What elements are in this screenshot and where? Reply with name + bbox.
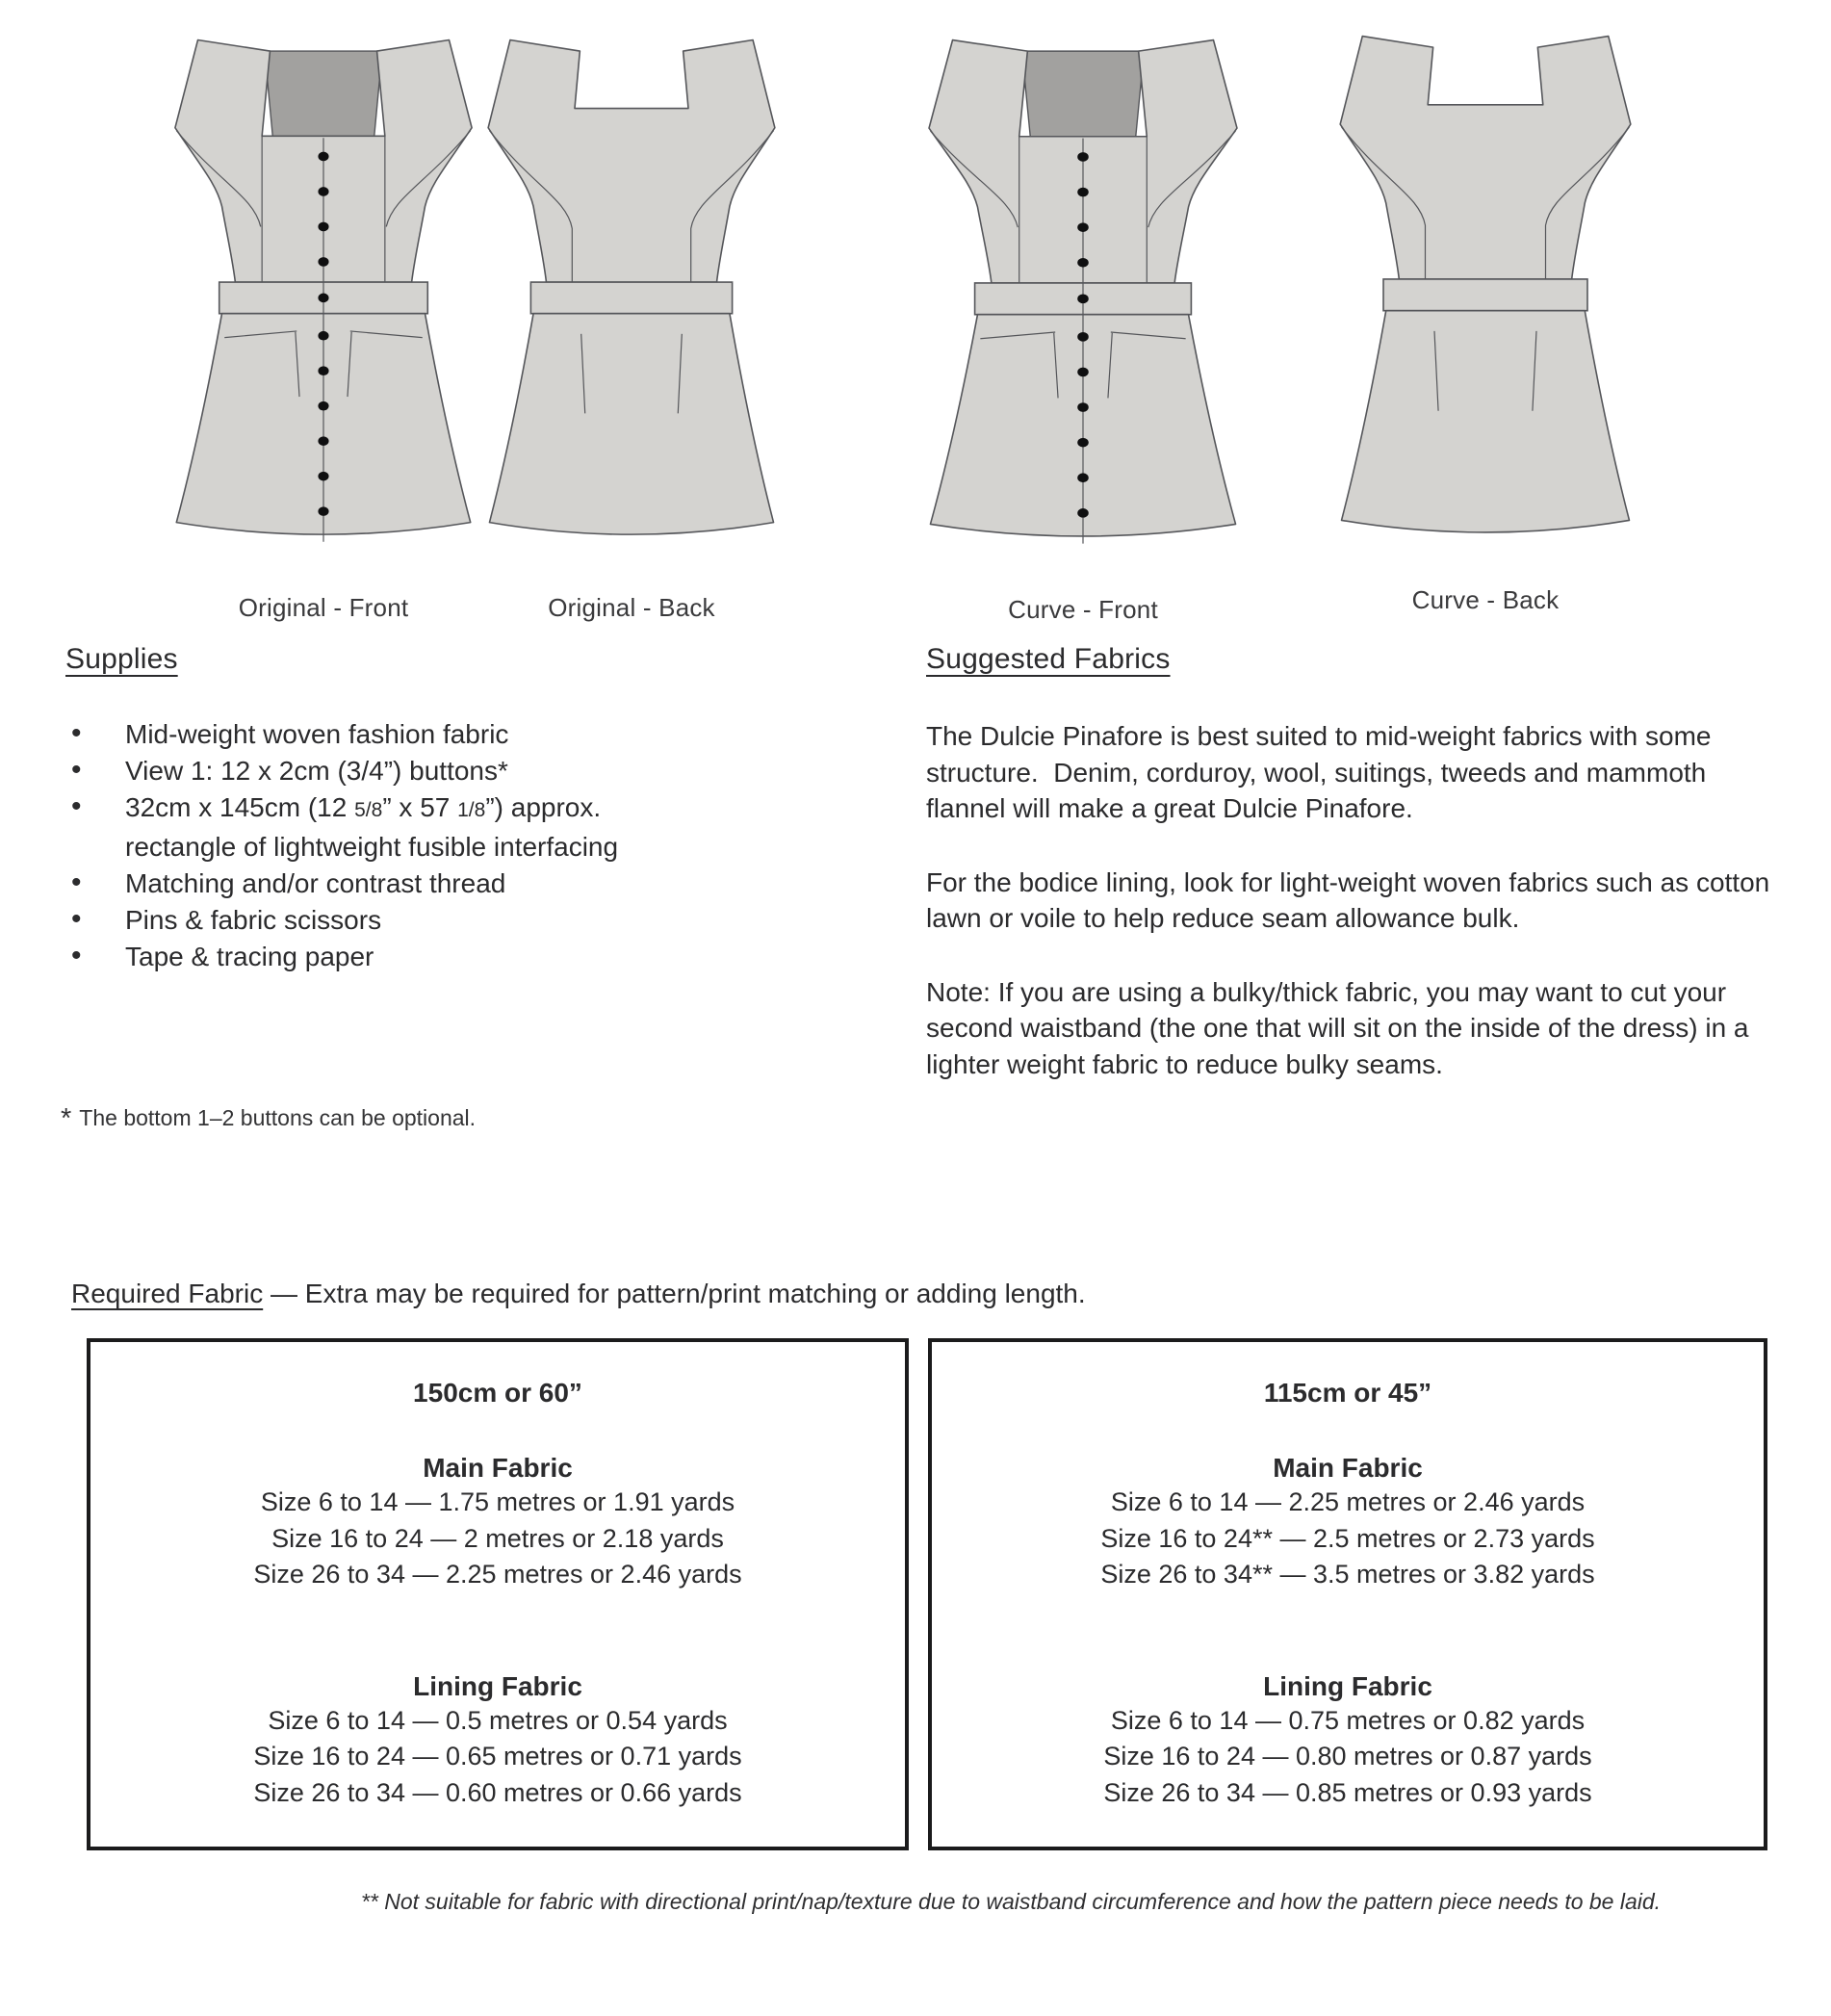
illustration-curve-back [1263,25,1708,615]
fabric-requirement-row: Size 6 to 14 — 1.75 metres or 1.91 yards [260,1487,735,1516]
dress-back-sketch [1263,25,1708,582]
figure-caption: Original - Back [548,593,715,622]
suggested-fabrics-paragraph: For the bodice lining, look for light-weight woven fabrics such as cotton lawn or voile to help reduce seam allowance bulk. [926,866,1778,933]
fabric-requirement-row: Size 16 to 24 — 0.65 metres or 0.71 yards [253,1742,742,1770]
fabric-section-title: Main Fabric [1273,1453,1423,1483]
fabric-requirement-row: Size 6 to 14 — 2.25 metres or 2.46 yards [1110,1487,1586,1516]
supply-item: • Tape & tracing paper [65,939,701,975]
supplies-footnote [61,1103,476,1135]
suggested-fabrics-paragraphs [926,718,1777,1082]
supply-item: • Pins & fabric scissors [65,902,701,939]
dress-back-sketch [412,29,851,583]
supply-item: • View 1: 12 x 2cm (3/4”) buttons* [65,753,701,789]
asterisk-marker: * [61,1103,72,1134]
suggested-fabrics-section [926,643,1777,1120]
fabric-requirement-row: Size 26 to 34 — 0.60 metres or 0.66 yards [253,1777,742,1807]
illustration-curve-front [847,29,1319,625]
suggested-fabrics-heading: Suggested Fabrics [926,643,1171,675]
figure-caption: Curve - Back [1411,585,1560,614]
suggested-fabrics-paragraph: Note: If you are using a bulky/thick fabric, you may want to cut your second waistband (the one that will sit on the inside of the dress) in a lighter weight fabric to reduce bulky seams. [926,976,1757,1079]
fabric-section-title: Main Fabric [423,1453,573,1483]
required-fabric-table-115cm [928,1338,1767,1850]
fabric-table-section [932,1670,1764,1812]
fabric-requirement-row: Size 6 to 14 — 0.5 metres or 0.54 yards [268,1705,728,1735]
fabric-requirement-row: Size 6 to 14 — 0.75 metres or 0.82 yards [1110,1705,1586,1735]
supplies-heading: Supplies [65,643,178,675]
supply-item: • Matching and/or contrast thread [65,866,701,902]
suggested-fabrics-paragraph: The Dulcie Pinafore is best suited to mid-weight fabrics with some structure. Denim, corduroy, wool, suitings, tweeds and mammoth flannel will make a great Dulcie Pinafore. [926,721,1719,823]
supplies-footnote-text: The bottom 1–2 buttons can be optional. [79,1105,477,1130]
fabric-width-label: 150cm or 60” [413,1378,582,1408]
supplies-list [65,716,701,975]
fabric-requirement-row: Size 26 to 34 — 2.25 metres or 2.46 yards [253,1560,742,1589]
fabric-requirement-row: Size 26 to 34** — 3.5 metres or 3.82 yards [1100,1560,1595,1589]
required-fabric-table-150cm [87,1338,909,1850]
fabric-section-title: Lining Fabric [413,1670,582,1701]
fabric-requirement-row: Size 26 to 34 — 0.85 metres or 0.93 yards [1103,1777,1592,1807]
fabric-table-section [90,1670,905,1812]
required-fabric-heading-underlined: Required Fabric [71,1279,264,1308]
fabric-width-label: 115cm or 45” [1263,1378,1432,1408]
fabric-requirement-row: Size 16 to 24** — 2.5 metres or 2.73 yards [1100,1523,1595,1553]
figure-caption: Original - Front [238,593,409,622]
fabric-table-section [90,1452,905,1593]
required-fabric-heading [71,1279,1086,1309]
dress-front-sketch [847,29,1319,585]
fabric-table-section [932,1452,1764,1593]
supply-item: • 32cm x 145cm (12 5/8” x 57 1/8”) approx. rectangle of lightweight fusible interfacing [65,789,701,866]
illustration-original-back [412,29,851,623]
fabric-requirement-row: Size 16 to 24 — 0.80 metres or 0.87 yards [1103,1742,1592,1770]
table-footnote: ** Not suitable for fabric with directional print/nap/texture due to waistband circumference and how the pattern piece needs to be laid. [360,1889,1662,1914]
fabric-section-title: Lining Fabric [1263,1670,1432,1701]
figure-caption: Curve - Front [1008,595,1158,624]
fabric-requirement-row: Size 16 to 24 — 2 metres or 2.18 yards [271,1523,724,1553]
required-fabric-heading-note: — Extra may be required for pattern/print matching or adding length. [263,1279,1086,1308]
supply-item: • Mid-weight woven fashion fabric [65,716,701,753]
